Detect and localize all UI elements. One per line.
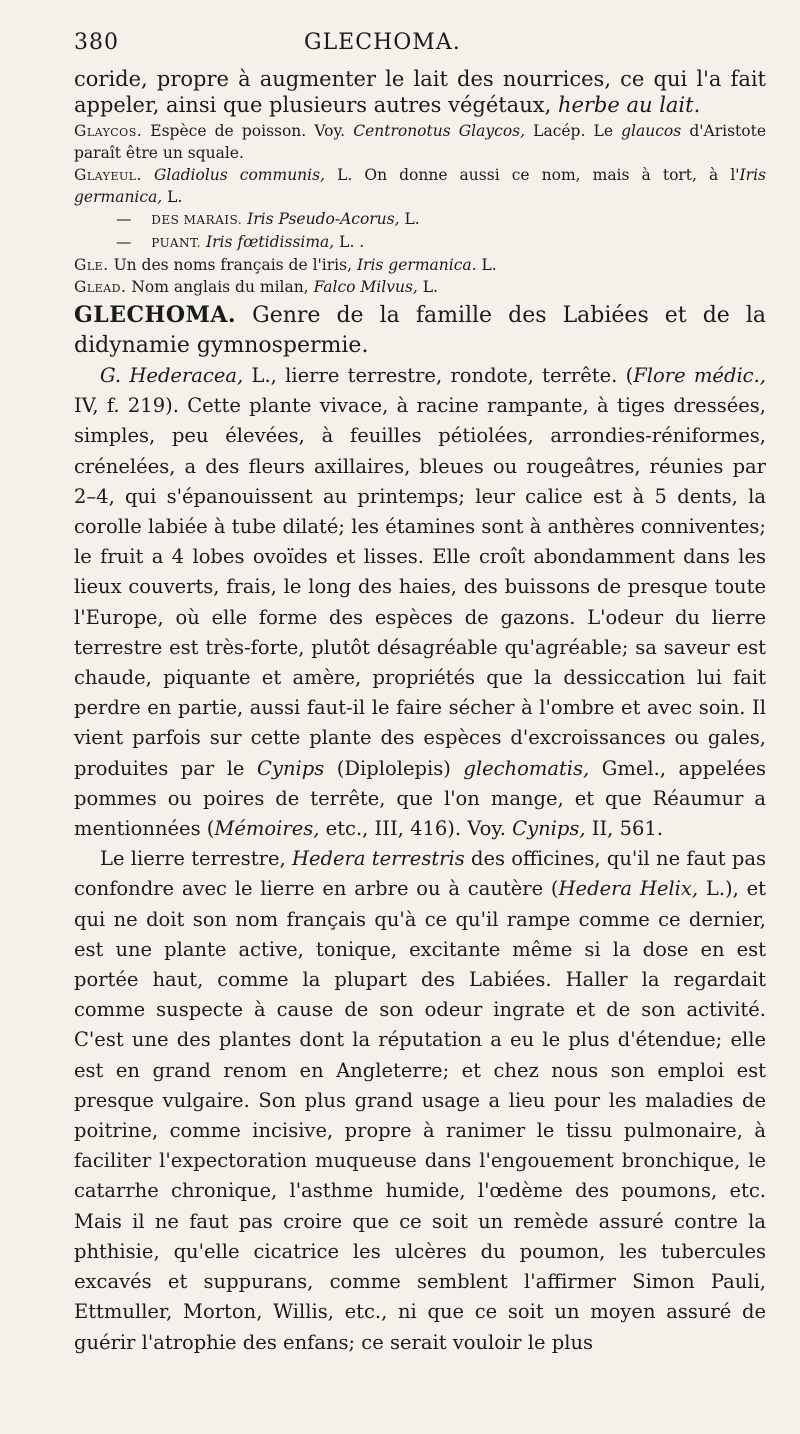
entry-text: Lacép. Le bbox=[525, 122, 622, 140]
paragraph-text: (Diplolepis) bbox=[324, 756, 464, 780]
entry-text: L. On donne aussi ce nom, mais à tort, à l' bbox=[325, 166, 740, 184]
entry-dash: — bbox=[116, 233, 132, 251]
entry-italic: Iris germanica, bbox=[74, 166, 766, 206]
species-italic: glechomatis, bbox=[463, 756, 590, 780]
species-name: G. Hederacea, bbox=[100, 364, 244, 387]
entry-glaycos bbox=[74, 120, 766, 164]
page-number: 380 bbox=[74, 30, 119, 55]
entry-term: DES MARAIS. bbox=[151, 213, 243, 227]
paragraph-text: II, 561. bbox=[585, 817, 663, 841]
continuation-text: coride, propre à augmenter le lait des nourrices, ce qui l'a fait appeler, ainsi que plusieurs autres végétaux, bbox=[74, 67, 766, 117]
paragraph-text: L.), et qui ne doit son nom français qu'à ce qu'il rampe comme ce dernier, est une plante active, tonique, excitante même si la dose en est portée haut, comme la plupart des Labiées. Haller la regardait comme suspecte à cause de son odeur ingrate et de son activité. C'est une des plantes dont la réputation a eu le plus d'étendue; elle est en grand renom en Angleterre; et chez nous son emploi est presque vulgaire. Son plus grand usage a lieu pour les maladies de poitrine, comme incisive, propre à ranimer le tissu pulmonaire, à faciliter l'expectoration muqueuse dans l'engouement bronchique, le catarrhe chronique, l'asthme humide, l'œdème des poumons, etc. Mais il ne faut pas croire que ce soit un remède assuré contre la phthisie, qu'elle cicatrice les ulcères du poumon, les tubercules excavés et suppurans, comme semblent l'affirmer Simon Pauli, Ettmuller, Morton, Willis, etc., ni que ce soit un moyen assuré de guérir l'atrophie des enfans; ce serait vouloir le plus bbox=[74, 877, 766, 1354]
entry-italic: Centronotus Glaycos, bbox=[353, 122, 526, 140]
entry-text: L. . bbox=[334, 233, 365, 251]
continuation-paragraph bbox=[74, 66, 766, 118]
entry-text: L. bbox=[476, 256, 497, 274]
entry-italic: Iris germanica. bbox=[356, 256, 477, 274]
paragraph-text: etc., III, 416). Voy. bbox=[319, 817, 513, 841]
entry-gle bbox=[74, 254, 766, 276]
entry-term: Gle. bbox=[74, 256, 109, 274]
entry-italic: Iris Pseudo-Acorus, bbox=[247, 210, 400, 228]
reference-italic: Flore médic., bbox=[633, 364, 766, 387]
paragraph-text: Gmel., appelées pommes ou poires de terrête, que l'on mange, et que Réaumur a mentionnées ( bbox=[74, 756, 767, 841]
entry-text: L. bbox=[399, 210, 420, 228]
entry-text: L. bbox=[162, 188, 183, 206]
entry-text: Un des noms français de l'iris, bbox=[108, 256, 357, 274]
genus-italic: Cynips bbox=[257, 756, 325, 780]
entry-text: Espèce de poisson. Voy. bbox=[142, 122, 354, 140]
paragraph-text: Le lierre terrestre, bbox=[100, 847, 292, 871]
entry-term: Glayeul. bbox=[74, 166, 142, 184]
main-entry-term: GLECHOMA. bbox=[74, 302, 237, 328]
species-italic: Hedera Helix, bbox=[558, 877, 699, 901]
paragraph-text: L., lierre terrestre, rondote, terrête. ( bbox=[243, 364, 634, 387]
paragraph-hederacea bbox=[74, 361, 766, 844]
continuation-italic: herbe au lait. bbox=[557, 93, 701, 117]
running-title: GLECHOMA. bbox=[304, 30, 461, 55]
paragraph-text: IV, f. 219). Cette plante vivace, à racine rampante, à tiges dressées, simples, peu élevées, à feuilles pétiolées, arrondies-réniformes, crénelées, a des fleurs axillaires, bleues ou rougeâtres, réunies par 2–4, qui s'épanouissent au printemps; leur calice est à 5 dents, la corolle labiée à tube dilaté; les étamines sont à anthères conniventes; le fruit a 4 lobes ovoïdes et lisses. Elle croît abondamment dans les lieux couverts, frais, le long des haies, des buissons de presque toute l'Europe, où elle forme des espèces de gazons. L'odeur du lierre terrestre est très-forte, plutôt désagréable qu'agréable; sa saveur est chaude, piquante et amère, propriétés que la dessiccation lui fait perdre en partie, aussi faut-il le faire sécher à l'ombre et avec soin. Il vient parfois sur cette plante des espèces d'excroissances ou gales, produites par le bbox=[74, 394, 766, 780]
entry-glayeul bbox=[74, 164, 766, 208]
entry-text: Nom anglais du milan, bbox=[126, 278, 314, 296]
entry-glayeul-puant bbox=[74, 231, 766, 254]
entry-text: d'Aristote paraît être un squale. bbox=[74, 122, 766, 162]
entry-italic: Falco Milvus, bbox=[313, 278, 418, 296]
entry-term: Glead. bbox=[74, 278, 127, 296]
entry-glead bbox=[74, 276, 766, 298]
entry-text: L. bbox=[417, 278, 438, 296]
entry-italic: Iris fœtidissima, bbox=[205, 233, 335, 251]
entry-italic: Gladiolus communis, bbox=[154, 166, 326, 184]
main-entry-heading bbox=[74, 300, 766, 361]
entry-dash: — bbox=[116, 210, 132, 228]
species-italic: Hedera terrestris bbox=[291, 847, 465, 871]
entry-term: PUANT. bbox=[151, 236, 202, 250]
paragraph-text: des officines, qu'il ne faut pas confondre avec le lierre en arbre ou à cautère ( bbox=[74, 847, 767, 901]
entry-italic: glaucos bbox=[621, 122, 682, 140]
reference-italic: Mémoires, bbox=[214, 817, 320, 841]
running-head bbox=[74, 30, 766, 66]
entry-glayeul-des-marais bbox=[74, 208, 766, 231]
main-entry-text: Genre de la famille des Labiées et de la didynamie gymnospermie. bbox=[74, 303, 766, 358]
entry-term: Glaycos. bbox=[74, 122, 143, 140]
paragraph-lierre-terrestre bbox=[74, 844, 766, 1357]
genus-italic: Cynips, bbox=[512, 817, 586, 841]
